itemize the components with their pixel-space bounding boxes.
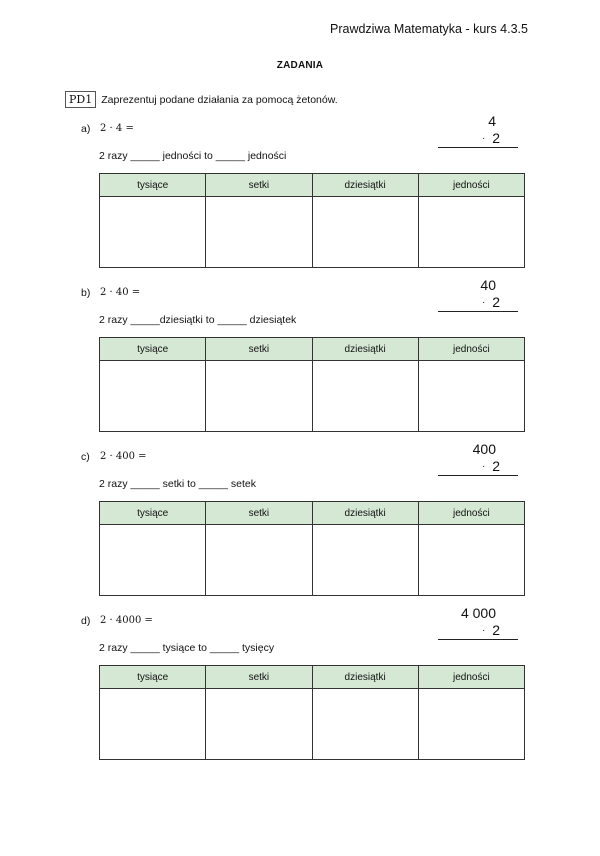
- multiply-dot: ·: [482, 625, 486, 636]
- cell-hundreds[interactable]: [206, 197, 312, 268]
- header-hundreds: setki: [206, 502, 312, 525]
- header-tens: dziesiątki: [312, 174, 418, 197]
- header-thousands: tysiące: [100, 174, 206, 197]
- task-badge: PD1: [65, 91, 96, 108]
- item-expression: 2 · 4 =: [100, 123, 134, 134]
- page-title: ZADANIA: [276, 60, 324, 71]
- multiplicand: 40: [480, 277, 496, 293]
- cell-tens[interactable]: [312, 525, 418, 596]
- cell-hundreds[interactable]: [206, 525, 312, 596]
- multiplier-row: [438, 130, 518, 148]
- item-sentence: 2 razy _____ setki to _____ setek: [99, 478, 257, 490]
- header-ones: jedności: [418, 666, 524, 689]
- header-hundreds: setki: [206, 666, 312, 689]
- header-thousands: tysiące: [100, 666, 206, 689]
- cell-ones[interactable]: [418, 689, 524, 760]
- item-sentence: 2 razy _____ jedności to _____ jedności: [99, 150, 287, 162]
- item-sentence: 2 razy _____dziesiątki to _____ dziesiątek: [99, 314, 297, 326]
- multiply-dot: ·: [482, 133, 486, 144]
- written-multiplication: [438, 605, 518, 640]
- cell-tens[interactable]: [312, 197, 418, 268]
- cell-ones[interactable]: [418, 361, 524, 432]
- written-multiplication: [438, 441, 518, 476]
- header-thousands: tysiące: [100, 338, 206, 361]
- item-letter: c): [81, 451, 90, 463]
- item-letter: d): [81, 615, 91, 627]
- header-tens: dziesiątki: [312, 502, 418, 525]
- multiplier: 2: [492, 622, 500, 638]
- multiplicand: 4 000: [460, 605, 496, 621]
- cell-hundreds[interactable]: [206, 361, 312, 432]
- multiplier: 2: [492, 130, 500, 146]
- multiplicand: 4: [488, 113, 496, 129]
- item-sentence: 2 razy _____ tysiące to _____ tysięcy: [99, 642, 275, 654]
- written-multiplication: [438, 113, 518, 148]
- header-ones: jedności: [418, 338, 524, 361]
- item-letter: a): [81, 123, 91, 135]
- cell-tens[interactable]: [312, 689, 418, 760]
- cell-ones[interactable]: [418, 197, 524, 268]
- place-value-table: [99, 173, 525, 268]
- place-value-table: [99, 665, 525, 760]
- header-tens: dziesiątki: [312, 338, 418, 361]
- task-instruction: Zaprezentuj podane działania za pomocą żetonów.: [101, 94, 338, 106]
- multiplier-row: [438, 458, 518, 476]
- item-letter: b): [81, 287, 91, 299]
- cell-ones[interactable]: [418, 525, 524, 596]
- header-hundreds: setki: [206, 174, 312, 197]
- header-ones: jedności: [418, 174, 524, 197]
- multiplier-row: [438, 622, 518, 640]
- place-value-table: [99, 501, 525, 596]
- multiplier: 2: [492, 458, 500, 474]
- cell-thousands[interactable]: [100, 197, 206, 268]
- header-tens: dziesiątki: [312, 666, 418, 689]
- task-heading: [65, 91, 338, 108]
- multiply-dot: ·: [482, 461, 486, 472]
- cell-thousands[interactable]: [100, 689, 206, 760]
- place-value-table: [99, 337, 525, 432]
- course-header: Prawdziwa Matematyka - kurs 4.3.5: [330, 22, 528, 36]
- item-expression: 2 · 400 =: [100, 451, 147, 462]
- multiply-dot: ·: [482, 297, 486, 308]
- header-hundreds: setki: [206, 338, 312, 361]
- header-thousands: tysiące: [100, 502, 206, 525]
- cell-thousands[interactable]: [100, 361, 206, 432]
- multiplicand: 400: [472, 441, 496, 457]
- multiplier-row: [438, 294, 518, 312]
- cell-thousands[interactable]: [100, 525, 206, 596]
- cell-hundreds[interactable]: [206, 689, 312, 760]
- cell-tens[interactable]: [312, 361, 418, 432]
- written-multiplication: [438, 277, 518, 312]
- multiplier: 2: [492, 294, 500, 310]
- item-expression: 2 · 40 =: [100, 287, 141, 298]
- item-expression: 2 · 4000 =: [100, 615, 153, 626]
- header-ones: jedności: [418, 502, 524, 525]
